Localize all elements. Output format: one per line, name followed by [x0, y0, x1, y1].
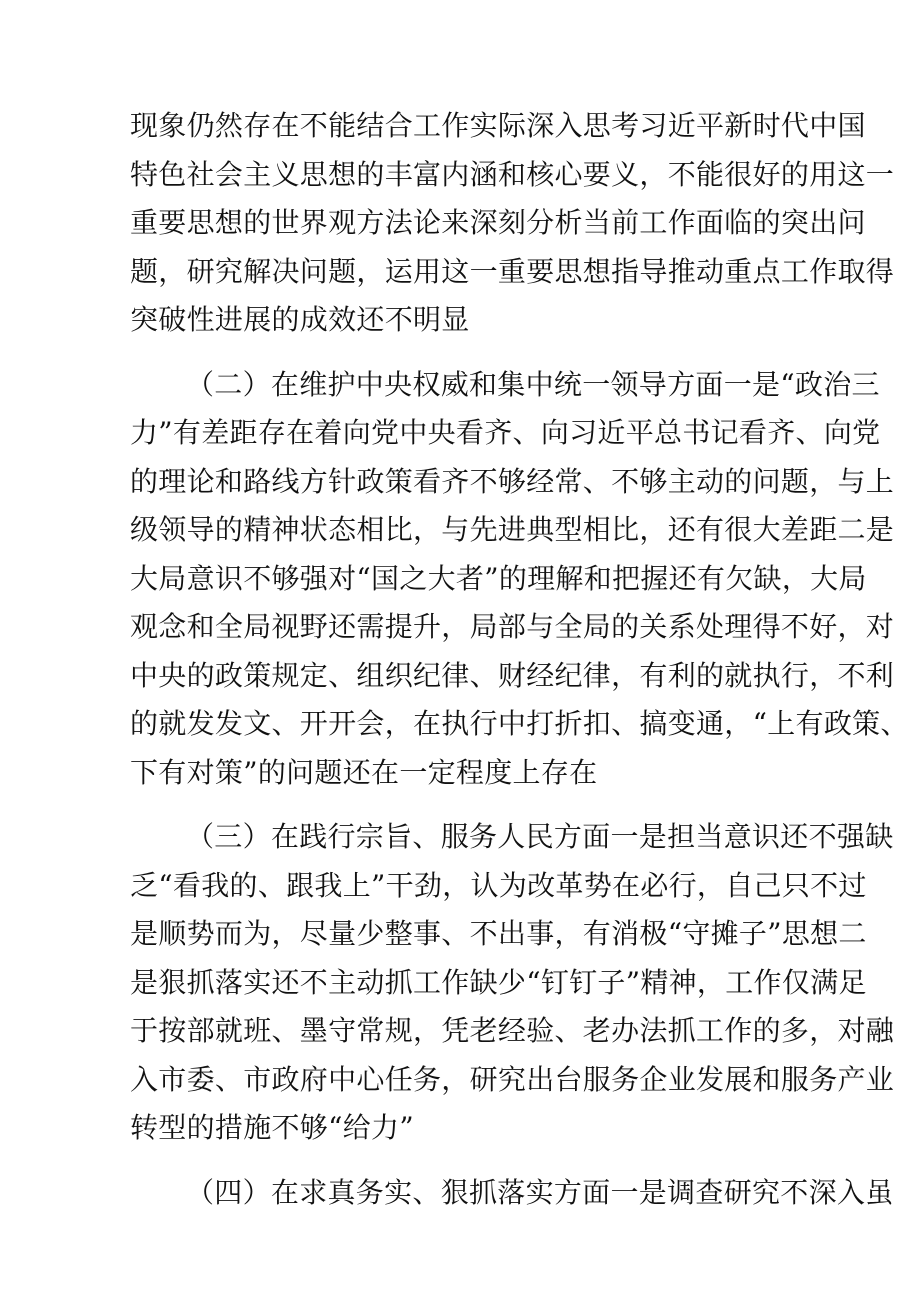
text-line: 中央的政策规定、组织纪律、财经纪律，有利的就执行，不利 — [130, 658, 895, 692]
paragraph-4 — [130, 1169, 894, 1218]
text-line: （二）在维护中央权威和集中统一领导方面一是“政治三 — [186, 367, 880, 401]
paragraph-gap — [130, 1153, 795, 1169]
text-line: 乏“看我的、跟我上”干劲，认为改革势在必行，自己只不过 — [130, 868, 867, 902]
text-line: 特色社会主义思想的丰富内涵和核心要义，不能很好的用这一 — [130, 157, 895, 191]
document-body — [130, 102, 909, 1217]
paragraph-gap — [130, 345, 795, 361]
paragraph-gap — [130, 797, 795, 813]
text-line: 是狠抓落实还不主动抓工作缺少“钉钉子”精神，工作仅满足 — [130, 965, 867, 999]
text-line: 级领导的精神状态相比，与先进典型相比，还有很大差距二是 — [130, 513, 895, 546]
text-line: 转型的措施不够“给力” — [130, 1111, 414, 1144]
paragraph-3 — [130, 813, 895, 1153]
text-line: 于按部就班、墨守常规，凭老经验、老办法抓工作的多，对融 — [130, 1014, 895, 1047]
paragraph-2 — [130, 361, 909, 798]
text-line: 力”有差距存在着向党中央看齐、向习近平总书记看齐、向党 — [130, 416, 881, 449]
text-line: 重要思想的世界观方法论来深刻分析当前工作面临的突出问 — [130, 206, 866, 239]
text-line: 的理论和路线方针政策看齐不够经常、不够主动的问题，与上 — [130, 464, 895, 498]
text-line: 观念和全局视野还需提升，局部与全局的关系处理得不好，对 — [130, 610, 895, 643]
paragraph-1 — [130, 102, 895, 345]
text-line: 题，研究解决问题，运用这一重要思想指导推动重点工作取得 — [130, 254, 895, 288]
text-line: 突破性进展的成效还不明显 — [130, 303, 470, 336]
text-line: 入市委、市政府中心任务，研究出台服务企业发展和服务产业 — [130, 1062, 895, 1096]
text-line: 大局意识不够强对“国之大者”的理解和把握还有欠缺，大局 — [130, 561, 867, 595]
text-line: 下有对策”的问题还在一定程度上存在 — [130, 755, 598, 789]
text-line: 现象仍然存在不能结合工作实际深入思考习近平新时代中国 — [130, 109, 866, 142]
text-line: （三）在践行宗旨、服务人民方面一是担当意识还不强缺 — [186, 820, 894, 853]
text-line: 是顺势而为，尽量少整事、不出事，有消极“守摊子”思想二 — [130, 917, 867, 950]
text-line: （四）在求真务实、狠抓落实方面一是调查研究不深入虽 — [186, 1175, 894, 1209]
text-line: 的就发发文、开开会，在执行中打折扣、搞变通，“上有政策、 — [130, 707, 909, 740]
